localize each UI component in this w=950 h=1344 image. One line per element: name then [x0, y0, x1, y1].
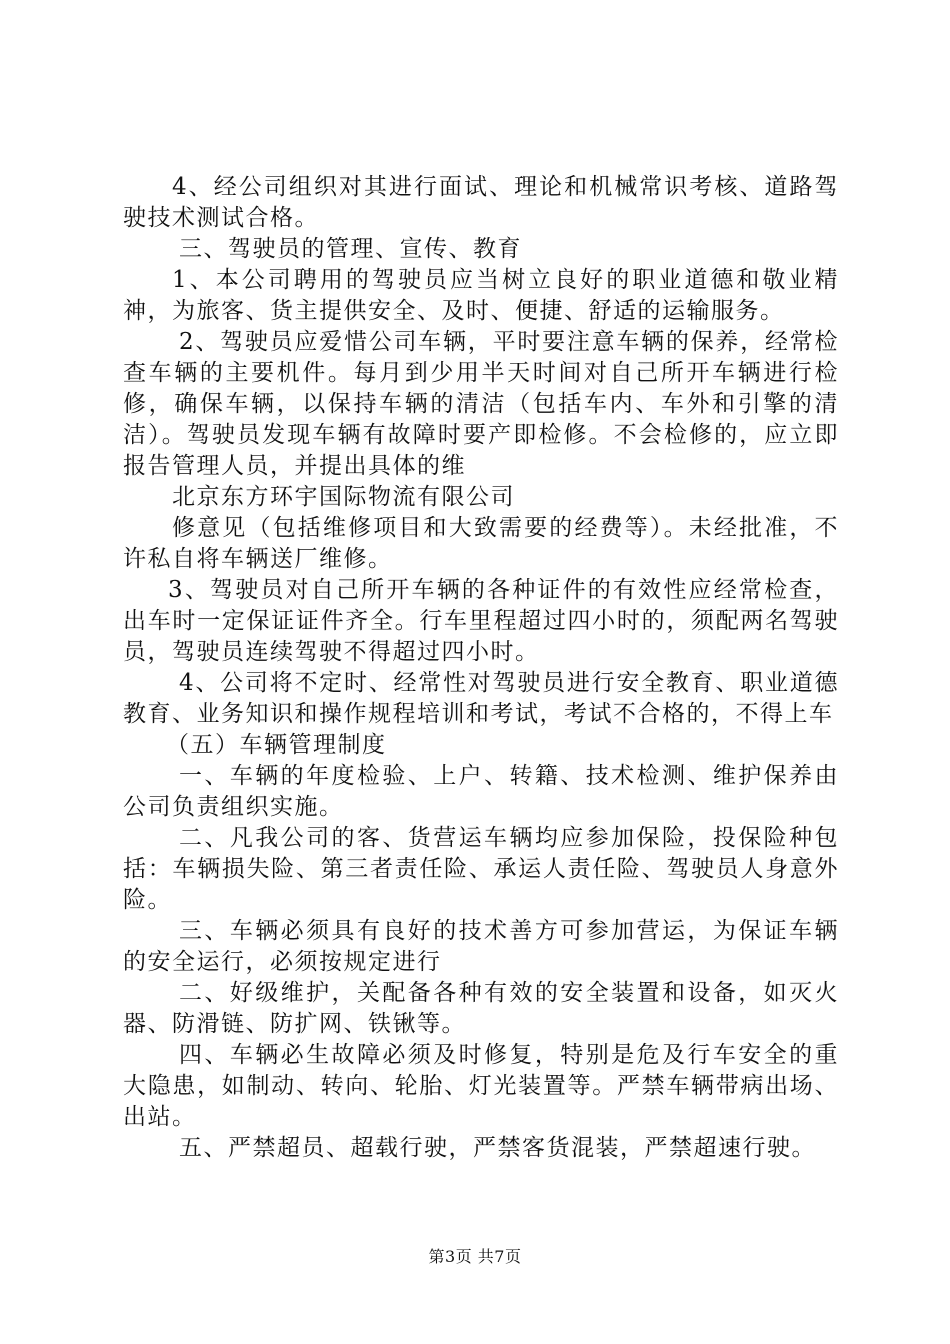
- paragraph-management-1: 1、本公司聘用的驾驶员应当树立良好的职业道德和敬业精神，为旅客、货主提供安全、及时、便捷、舒适的运输服务。: [123, 267, 839, 324]
- section-heading-vehicle-management: （五）车辆管理制度: [166, 732, 387, 758]
- paragraph-management-3: 3、驾驶员对自己所开车辆的各种证件的有效性应经常检查，出车时一定保证证件齐全。行车里程超过四小时的，须配两名驾驶员，驾驶员连续驾驶不得超过四小时。: [123, 577, 839, 665]
- paragraph-vehicle-maintenance: 二、好级维护，关配备各种有效的安全装置和设备，如灭火器、防滑链、防扩网、铁锹等。: [123, 980, 839, 1037]
- paragraph-vehicle-3: 三、车辆必须具有良好的技术善方可参加营运，为保证车辆的安全运行，必须按规定进行: [123, 918, 839, 975]
- paragraph-vehicle-4: 四、车辆必生故障必须及时修复，特别是危及行车安全的重大隐患，如制动、转向、轮胎、灯光装置等。严禁车辆带病出场、出站。: [123, 1042, 839, 1130]
- paragraph-management-2: 2、驾驶员应爱惜公司车辆，平时要注意车辆的保养，经常检查车辆的主要机件。每月到少用半天时间对自己所开车辆进行检修，确保车辆，以保持车辆的清洁（包括车内、车外和引擎的清洁）。驾驶员发现车辆有故障时要产即检修。不会检修的，应立即报告管理人员，并提出具体的维: [123, 329, 839, 479]
- paragraph-management-2-continued: 修意见（包括维修项目和大致需要的经费等）。未经批准，不许私自将车辆送厂维修。: [123, 515, 839, 572]
- page-number-footer: 第3页 共7页: [428, 1247, 522, 1266]
- paragraph-driver-qualification-4: 4、经公司组织对其进行面试、理论和机械常识考核、道路驾驶技术测试合格。: [123, 174, 839, 231]
- paragraph-vehicle-5: 五、严禁超员、超载行驶，严禁客货混装，严禁超速行驶。: [179, 1135, 816, 1161]
- paragraph-vehicle-1: 一、车辆的年度检验、上户、转籍、技术检测、维护保养由公司负责组织实施。: [123, 763, 839, 820]
- section-heading-driver-management: 三、驾驶员的管理、宣传、教育: [179, 236, 522, 262]
- document-body: [123, 172, 839, 1164]
- company-name-line: 北京东方环宇国际物流有限公司: [172, 484, 515, 510]
- paragraph-vehicle-2: 二、凡我公司的客、货营运车辆均应参加保险，投保险种包括：车辆损失险、第三者责任险、承运人责任险、驾驶员人身意外险。: [123, 825, 839, 913]
- paragraph-management-4: 4、公司将不定时、经常性对驾驶员进行安全教育、职业道德教育、业务知识和操作规程培训和考试，考试不合格的，不得上车: [123, 670, 839, 727]
